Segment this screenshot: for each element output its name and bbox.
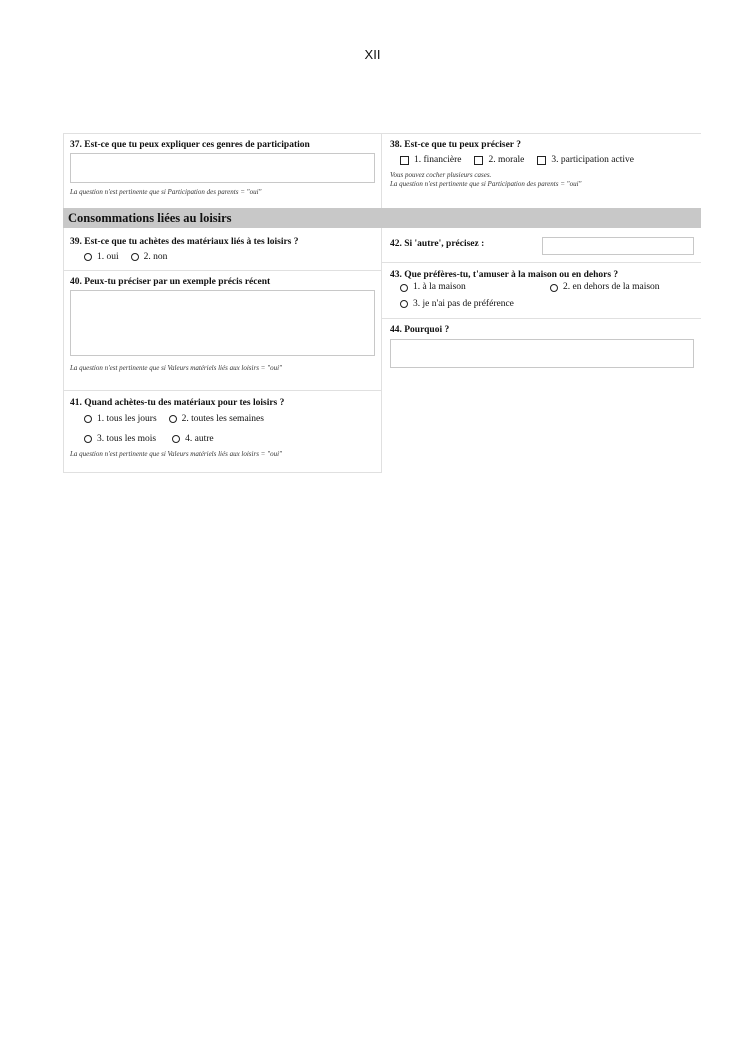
option-label: 1. tous les jours [97,413,157,424]
row-divider [63,270,381,271]
question-40-label: 40. Peux-tu préciser par un exemple précis récent [70,277,271,287]
question-37-label: 37. Est-ce que tu peux expliquer ces genres de participation [70,140,310,150]
column-divider [381,133,382,208]
checkbox-icon[interactable] [400,156,409,165]
checkbox-icon[interactable] [537,156,546,165]
row-divider [382,262,701,263]
question-38 [390,139,700,189]
radio-icon[interactable] [550,284,558,292]
question-42-label: 42. Si 'autre', précisez : [390,239,485,249]
option-label: 3. tous les mois [97,433,157,444]
radio-icon[interactable] [169,415,177,423]
radio-icon[interactable] [131,253,139,261]
option-label: 2. toutes les semaines [181,413,264,424]
radio-icon[interactable] [84,435,92,443]
option-41-1[interactable] [84,413,157,426]
radio-icon[interactable] [84,253,92,261]
option-43-2[interactable] [550,281,660,294]
question-38-note: La question n'est pertinente que si Participation des parents = "oui" [390,180,582,188]
question-41-label: 41. Quand achètes-tu des matériaux pour tes loisirs ? [70,398,285,408]
option-43-3[interactable] [400,298,514,311]
question-38-label: 38. Est-ce que tu peux préciser ? [390,140,521,150]
option-39-2[interactable] [131,251,168,264]
question-39-label: 39. Est-ce que tu achètes des matériaux liés à tes loisirs ? [70,237,299,247]
question-44-label: 44. Pourquoi ? [390,325,450,335]
option-label: 4. autre [185,433,214,444]
option-label: 2. non [143,251,168,262]
question-41 [70,397,375,459]
option-39-1[interactable] [84,251,119,264]
checkbox-icon[interactable] [474,156,483,165]
question-44-answer-field[interactable] [390,339,694,368]
question-40-note: La question n'est pertinente que si Valeurs matériels liés aux loisirs = "oui" [70,364,282,372]
question-37-answer-field[interactable] [70,153,375,183]
radio-icon[interactable] [400,300,408,308]
question-43 [390,269,700,313]
question-41-note: La question n'est pertinente que si Valeurs matériels liés aux loisirs = "oui" [70,450,282,458]
question-39 [70,236,375,266]
radio-icon[interactable] [400,284,408,292]
option-43-1[interactable] [400,281,466,294]
option-41-2[interactable] [169,413,264,426]
option-label: 2. morale [488,155,525,165]
option-label: 1. oui [97,251,119,262]
question-42-answer-field[interactable] [542,237,694,255]
question-42 [390,238,540,250]
option-label: 3. participation active [551,155,634,165]
question-40 [70,276,375,288]
row-divider [63,390,381,391]
row-divider [382,318,701,319]
option-41-3[interactable] [84,433,156,446]
page-number: XII [364,47,381,62]
option-41-4[interactable] [172,433,214,446]
column-divider [381,228,382,473]
option-38-1[interactable] [400,154,461,167]
section-title: Consommations liées au loisirs [63,208,701,228]
question-37 [70,139,375,151]
question-44 [390,324,695,336]
option-38-2[interactable] [474,154,524,167]
question-37-note: La question n'est pertinente que si Participation des parents = "oui" [70,188,262,196]
option-label: 1. à la maison [413,282,466,292]
option-label: 1. financière [414,155,462,165]
row-divider [63,472,381,473]
option-label: 2. en dehors de la maison [563,282,660,292]
question-38-multi-note: Vous pouvez cocher plusieurs cases. [390,171,492,179]
radio-icon[interactable] [172,435,180,443]
question-43-label: 43. Que préfères-tu, t'amuser à la maison ou en dehors ? [390,270,619,280]
left-border [63,133,64,473]
option-label: 3. je n'ai pas de préférence [413,298,514,309]
question-40-answer-field[interactable] [70,290,375,356]
radio-icon[interactable] [84,415,92,423]
option-38-3[interactable] [537,154,634,167]
row-divider [63,133,701,134]
